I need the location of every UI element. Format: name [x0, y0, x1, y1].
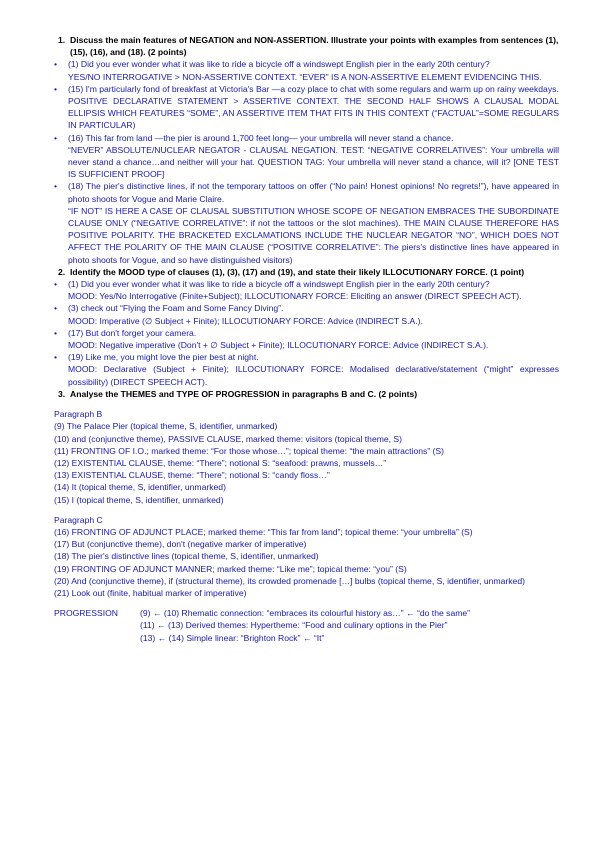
question-number: 3. — [58, 388, 66, 399]
example-sentence: • (3) check out “Flying the Foam and Some Fancy Diving”. — [68, 303, 284, 314]
paragraph-c-title: Paragraph C — [54, 514, 103, 525]
analysis-text: YES/NO INTERROGATIVE > NON-ASSERTIVE CONTEXT. “EVER” IS A NON-ASSERTIVE ELEMENT EVIDENCING THIS. — [68, 71, 542, 82]
progression-list — [140, 607, 559, 644]
example-sentence: • (18) The pier's distinctive lines, if not the temporary tattoos on offer (“No pain! Honest opinions! No regrets!”), have appeared in photo shoots for Vogue and Marie Claire. — [68, 181, 559, 204]
theme-line: (12) EXISTENTIAL CLAUSE, theme: “There”; notional S: “seafood: prawns, mussels…” — [54, 457, 387, 468]
theme-line: (10) and (conjunctive theme), PASSIVE CLAUSE, marked theme: visitors (topical theme, S) — [54, 433, 403, 444]
question-prompt: Discuss the main features of NEGATION and NON-ASSERTION. Illustrate your points with examples from sentences (1), (15), (16), and (18). (2 points) — [70, 35, 559, 58]
example-sentence: • (1) Did you ever wonder what it was like to ride a bicycle off a windswept English pier in the early 20th century? — [68, 59, 490, 70]
theme-line: (13) EXISTENTIAL CLAUSE, theme: “There”; notional S: “candy floss…” — [54, 470, 330, 481]
progression-line: (13) ← (14) Simple linear: “Brighton Rock” ← “It” — [140, 632, 325, 643]
question-prompt: Identify the MOOD type of clauses (1), (3), (17) and (19), and state their likely ILLOCUTIONARY FORCE. (1 point) — [70, 266, 525, 277]
theme-line: (16) FRONTING OF ADJUNCT PLACE; marked theme: “This far from land”; topical theme: “your umbrella” (S) — [54, 526, 473, 537]
question-prompt: Analyse the THEMES and TYPE OF PROGRESSION in paragraphs B and C. (2 points) — [70, 388, 418, 399]
analysis-text: MOOD: Declarative (Subject + Finite); ILLOCUTIONARY FORCE: Modalised declarative/statement (“might” expresses possibility) (DIRECT SPEECH ACT). — [68, 364, 559, 387]
answer-item — [54, 351, 559, 388]
answer-item — [54, 58, 559, 82]
example-sentence: • (16) This far from land —the pier is around 1,700 feet long— your umbrella will never stand a chance. — [68, 132, 454, 143]
analysis-text: “IF NOT” IS HERE A CASE OF CLAUSAL SUBSTITUTION WHOSE SCOPE OF NEGATION EMBRACES THE SUBORDINATE CLAUSE ONLY (“NEGATIVE CORRELATIVE”: if not the tattoos or the slot machines). THE MAIN CLAUSE THEREFORE HAS POSITIVE POLARITY. THE BRACKETED EXCLAMATIONS INCLUDE THE NUCLEAR NEGATOR “NO”, WHICH DOES NOT AFFECT THE POLARITY OF THE MAIN CLAUSE (“POSITIVE CORRELATIVE”: The piers's distinctive lines have appeared in photo shoots for Vogue, and so have distinguished visitors) — [68, 205, 559, 265]
answer-item — [54, 302, 559, 326]
answer-item — [54, 83, 559, 132]
theme-line: (9) The Palace Pier (topical theme, S, identifier, unmarked) — [54, 421, 278, 432]
theme-line: (19) FRONTING OF ADJUNCT MANNER; marked theme: “Like me”; topical theme: “you” (S) — [54, 563, 407, 574]
answer-item — [54, 278, 559, 302]
question-1 — [54, 34, 559, 58]
theme-line: (15) I (topical theme, S, identifier, unmarked) — [54, 494, 224, 505]
progression-section — [54, 607, 559, 644]
question-2 — [54, 266, 559, 278]
paragraph-c-list — [54, 526, 559, 599]
answer-item — [54, 132, 559, 181]
example-sentence: • (17) But don't forget your camera. — [68, 327, 197, 338]
example-sentence: • (1) Did you ever wonder what it was like to ride a bicycle off a windswept English pier in the early 20th century? — [68, 279, 490, 290]
analysis-text: MOOD: Negative imperative (Don't + ∅ Subject + Finite); ILLOCUTIONARY FORCE: Advice (INDIRECT S.A.). — [68, 340, 489, 351]
analysis-text: POSITIVE DECLARATIVE STATEMENT > ASSERTIVE CONTEXT. THE SECOND HALF SHOWS A CLAUSAL MODAL ELLIPSIS WHICH FEATURES “SOME”, AN ASSERTIVE ITEM THAT FITS IN THIS CONTEXT (“FACTUAL”=SOME REGULARS IN PARTICULAR) — [68, 96, 559, 131]
theme-line: (17) But (conjunctive theme), don't (negative marker of imperative) — [54, 539, 307, 550]
progression-line: (11) ← (13) Derived themes: Hypertheme: “Food and culinary options in the Pier” — [140, 620, 448, 631]
theme-line: (20) And (conjunctive theme), if (structural theme), its crowded promenade […] bulbs (topical theme, S, identifier, unmarked) — [54, 575, 525, 586]
theme-line: (11) FRONTING OF I.O.; marked theme: “For those whose…”; topical theme: “the main attractions” (S) — [54, 445, 445, 456]
example-sentence: • (19) Like me, you might love the pier best at night. — [68, 352, 259, 363]
question-number: 1. — [58, 35, 66, 45]
theme-line: (21) Look out (finite, habitual marker of imperative) — [54, 587, 247, 598]
paragraph-b-title: Paragraph B — [54, 409, 103, 420]
analysis-text: “NEVER” ABSOLUTE/NUCLEAR NEGATOR - CLAUSAL NEGATION. TEST: “NEGATIVE CORRELATIVES”: Your umbrella will never stand a chance…and neither will your hat. QUESTION TAG: Your umbrella will never stand a chance, will it? [ONE TEST IS SUFFICIENT PROOF] — [68, 144, 559, 180]
question-3 — [54, 388, 559, 400]
progression-label: PROGRESSION — [54, 608, 118, 619]
analysis-text: MOOD: Yes/No Interrogative (Finite+Subject); ILLOCUTIONARY FORCE: Eliciting an answer (DIRECT SPEECH ACT). — [68, 291, 522, 302]
example-sentence: • (15) I'm particularly fond of breakfast at Victoria's Bar —a cozy place to chat with some regulars and warm up on rainy weekdays. — [68, 83, 559, 94]
answer-item — [54, 180, 559, 265]
progression-line: (9) ← (10) Rhematic connection: “embraces its colourful history as…” ← “do the same” — [140, 608, 471, 619]
analysis-text: MOOD: Imperative (∅ Subject + Finite); ILLOCUTIONARY FORCE: Advice (INDIRECT S.A.). — [68, 315, 423, 326]
theme-line: (14) It (topical theme, S, identifier, unmarked) — [54, 482, 226, 493]
theme-line: (18) The pier's distinctive lines (topical theme, S, identifier, unmarked) — [54, 551, 319, 562]
question-number: 2. — [58, 266, 66, 277]
paragraph-b-list — [54, 420, 559, 505]
answer-item — [54, 327, 559, 351]
